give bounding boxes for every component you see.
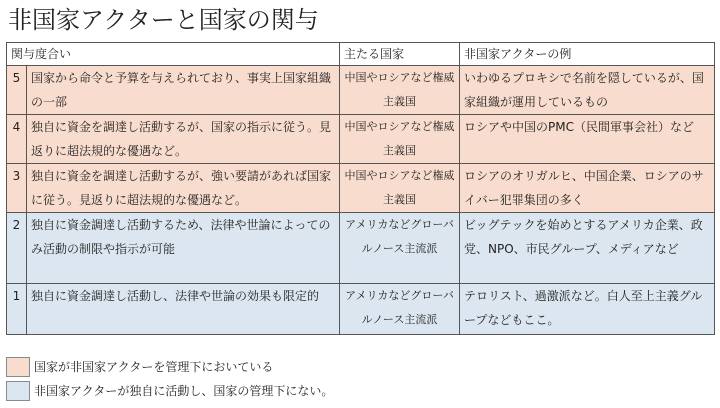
main-state-cell: 中国やロシアなど権威主義国 [340, 115, 460, 164]
table-row [7, 213, 715, 284]
level-cell: 2 [7, 213, 27, 284]
level-cell: 3 [7, 164, 27, 213]
table-row [7, 164, 715, 213]
header-main-state: 主たる国家 [340, 43, 460, 66]
table-row [7, 284, 715, 335]
description-cell: 国家から命令と予算を与えられており、事実上国家組織の一部 [27, 66, 340, 115]
main-state-cell: アメリカなどグローバルノース主流派 [340, 284, 460, 335]
description-cell: 独自に資金調達し活動し、法律や世論の効果も限定的 [27, 284, 340, 335]
legend-item-state-controlled [6, 357, 273, 377]
description-cell: 独自に資金を調達し活動するが、強い要請があれば国家に従う。見返りに超法規的な優遇など。 [27, 164, 340, 213]
legend-label: 非国家アクターが独自に活動し、国家の管理下にない。 [34, 384, 334, 398]
main-state-cell: アメリカなどグローバルノース主流派 [340, 213, 460, 284]
examples-cell: ビッグテックを始めとするアメリカ企業、政党、NPO、市民グループ、メディアなど [460, 213, 715, 284]
level-cell: 1 [7, 284, 27, 335]
description-cell: 独自に資金調達し活動するため、法律や世論によってのみ活動の制限や指示が可能 [27, 213, 340, 284]
legend-swatch-blue [6, 381, 30, 401]
examples-cell: テロリスト、過激派など。白人至上主義グループなどもここ。 [460, 284, 715, 335]
examples-cell: ロシアや中国のPMC（民間軍事会社）など [460, 115, 715, 164]
main-state-cell: 中国やロシアなど権威主義国 [340, 66, 460, 115]
level-cell: 5 [7, 66, 27, 115]
main-state-cell: 中国やロシアなど権威主義国 [340, 164, 460, 213]
involvement-table [6, 42, 715, 335]
table-row [7, 115, 715, 164]
table-row [7, 66, 715, 115]
level-cell: 4 [7, 115, 27, 164]
legend-label: 国家が非国家アクターを管理下においている [34, 360, 274, 374]
examples-cell: ロシアのオリガルヒ、中国企業、ロシアのサイバー犯罪集団の多く [460, 164, 715, 213]
legend-swatch-pink [6, 357, 30, 377]
header-examples: 非国家アクターの例 [460, 43, 715, 66]
legend-item-independent [6, 381, 333, 401]
page-title: 非国家アクターと国家の関与 [8, 6, 319, 34]
description-cell: 独自に資金を調達し活動するが、国家の指示に従う。見返りに超法規的な優遇など。 [27, 115, 340, 164]
header-involvement: 関与度合い [7, 43, 340, 66]
examples-cell: いわゆるプロキシで名前を隠しているが、国家組織が運用しているもの [460, 66, 715, 115]
